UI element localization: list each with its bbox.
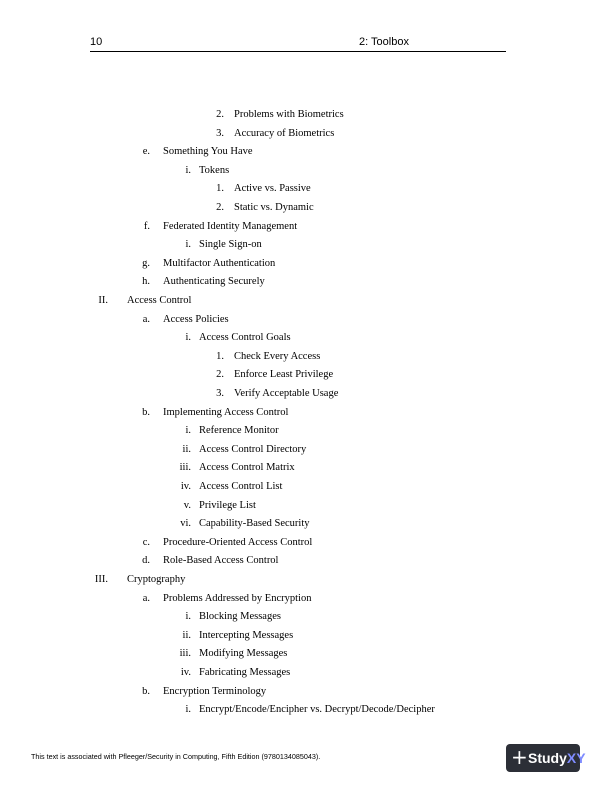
outline-text: Implementing Access Control bbox=[163, 406, 289, 418]
brand-name bbox=[528, 749, 586, 767]
outline-item bbox=[0, 481, 612, 497]
outline-marker: ii. bbox=[182, 629, 191, 641]
outline-item bbox=[0, 686, 612, 702]
outline-text: Fabricating Messages bbox=[199, 667, 291, 678]
outline-item bbox=[0, 165, 612, 181]
outline-text: Single Sign-on bbox=[199, 239, 262, 251]
outline-item bbox=[0, 128, 612, 144]
outline-text: Role-Based Access Control bbox=[163, 555, 279, 567]
outline-marker: d. bbox=[142, 555, 150, 567]
outline-marker: e. bbox=[142, 146, 150, 158]
outline-item bbox=[0, 369, 612, 385]
outline-marker: a. bbox=[142, 313, 150, 325]
outline-marker: 1. bbox=[216, 183, 224, 195]
outline-text: Modifying Messages bbox=[199, 648, 288, 660]
outline-marker: 3. bbox=[216, 127, 224, 139]
outline-marker: II. bbox=[98, 295, 108, 306]
outline-item bbox=[0, 388, 612, 404]
outline-item bbox=[0, 239, 612, 255]
outline-text: Verify Acceptable Usage bbox=[234, 388, 339, 399]
outline-text: Authenticating Securely bbox=[163, 276, 265, 288]
outline-text: Capability-Based Security bbox=[199, 518, 310, 530]
outline-marker: ii. bbox=[182, 443, 191, 455]
outline-text: Access Control List bbox=[199, 481, 283, 492]
outline-item bbox=[0, 500, 612, 516]
outline-item bbox=[0, 332, 612, 348]
outline-item bbox=[0, 648, 612, 664]
outline-item bbox=[0, 667, 612, 683]
outline-marker: iv. bbox=[180, 667, 191, 678]
outline-item bbox=[0, 574, 612, 590]
outline-item bbox=[0, 183, 612, 199]
outline-marker: f. bbox=[143, 220, 150, 232]
outline-marker: g. bbox=[142, 257, 150, 269]
outline-item bbox=[0, 276, 612, 292]
outline-item bbox=[0, 351, 612, 367]
outline-item bbox=[0, 314, 612, 330]
outline-text: Encryption Terminology bbox=[163, 685, 267, 697]
outline-marker: a. bbox=[142, 592, 150, 604]
outline-item bbox=[0, 537, 612, 553]
outline-item bbox=[0, 593, 612, 609]
outline-marker: 2. bbox=[216, 369, 224, 381]
outline-text: Reference Monitor bbox=[199, 425, 279, 437]
outline-text: Access Control Directory bbox=[199, 443, 307, 455]
outline-text: Active vs. Passive bbox=[234, 183, 311, 195]
studyxy-badge[interactable] bbox=[506, 744, 586, 772]
outline-item bbox=[0, 425, 612, 441]
outline-item bbox=[0, 295, 612, 311]
outline-marker: 2. bbox=[216, 109, 224, 120]
outline-text: Privilege List bbox=[199, 499, 256, 511]
outline-marker: iv. bbox=[180, 481, 191, 492]
outline-item bbox=[0, 462, 612, 478]
outline-item bbox=[0, 630, 612, 646]
outline-marker: v. bbox=[183, 499, 191, 511]
outline-text: Accuracy of Biometrics bbox=[234, 127, 335, 139]
outline-item bbox=[0, 109, 612, 125]
outline-marker: 2. bbox=[216, 202, 224, 213]
outline-text: Tokens bbox=[199, 164, 230, 176]
outline-item bbox=[0, 258, 612, 274]
outline-item bbox=[0, 555, 612, 571]
outline-text: Access Control bbox=[127, 295, 192, 306]
outline-item bbox=[0, 704, 612, 720]
outline-marker: 3. bbox=[216, 388, 224, 399]
outline-text: Multifactor Authentication bbox=[163, 257, 276, 269]
outline-text: Blocking Messages bbox=[199, 611, 281, 623]
outline-text: Federated Identity Management bbox=[163, 220, 298, 232]
outline-item bbox=[0, 611, 612, 627]
outline-text: Access Control Matrix bbox=[199, 462, 295, 474]
outline-marker: i. bbox=[185, 611, 191, 623]
outline-marker: iii. bbox=[179, 462, 191, 474]
outline-text: Check Every Access bbox=[234, 350, 321, 362]
outline-marker: c. bbox=[142, 536, 150, 548]
outline-marker: i. bbox=[185, 332, 191, 344]
outline-marker: vi. bbox=[180, 518, 191, 530]
chapter-title: 2: Toolbox bbox=[359, 36, 409, 48]
footer-note: This text is associated with Pfleeger/Security in Computing, Fifth Edition (9780134085043). bbox=[31, 752, 321, 761]
outline-marker: h. bbox=[142, 276, 150, 288]
outline-text: Cryptography bbox=[127, 574, 186, 585]
outline-item bbox=[0, 221, 612, 237]
outline-marker: i. bbox=[185, 704, 191, 716]
outline-text: Access Control Goals bbox=[199, 332, 291, 344]
outline-text: Intercepting Messages bbox=[199, 629, 294, 641]
outline-text: Enforce Least Privilege bbox=[234, 369, 334, 381]
outline-text: Encrypt/Encode/Encipher vs. Decrypt/Decode/Decipher bbox=[199, 704, 435, 716]
outline-marker: iii. bbox=[179, 648, 191, 660]
outline-text: Problems Addressed by Encryption bbox=[163, 592, 312, 604]
outline-marker: III. bbox=[94, 574, 108, 585]
outline-item bbox=[0, 444, 612, 460]
outline-item bbox=[0, 146, 612, 162]
outline-item bbox=[0, 407, 612, 423]
outline-marker: b. bbox=[142, 406, 150, 418]
outline-text: Problems with Biometrics bbox=[234, 109, 344, 120]
outline-marker: b. bbox=[142, 685, 150, 697]
brand-accent: XY bbox=[566, 750, 586, 766]
outline-text: Procedure-Oriented Access Control bbox=[163, 536, 313, 548]
page-number: 10 bbox=[90, 36, 103, 48]
outline-marker: i. bbox=[185, 164, 191, 176]
outline-item bbox=[0, 202, 612, 218]
outline-text: Access Policies bbox=[163, 313, 229, 325]
plus-icon: + bbox=[511, 745, 528, 769]
outline-item bbox=[0, 518, 612, 534]
outline-text: Something You Have bbox=[163, 146, 253, 158]
outline-marker: i. bbox=[185, 239, 191, 251]
outline-marker: 1. bbox=[216, 350, 224, 362]
outline-marker: i. bbox=[185, 425, 191, 437]
brand-main: Study bbox=[528, 750, 567, 766]
outline-text: Static vs. Dynamic bbox=[234, 202, 314, 213]
